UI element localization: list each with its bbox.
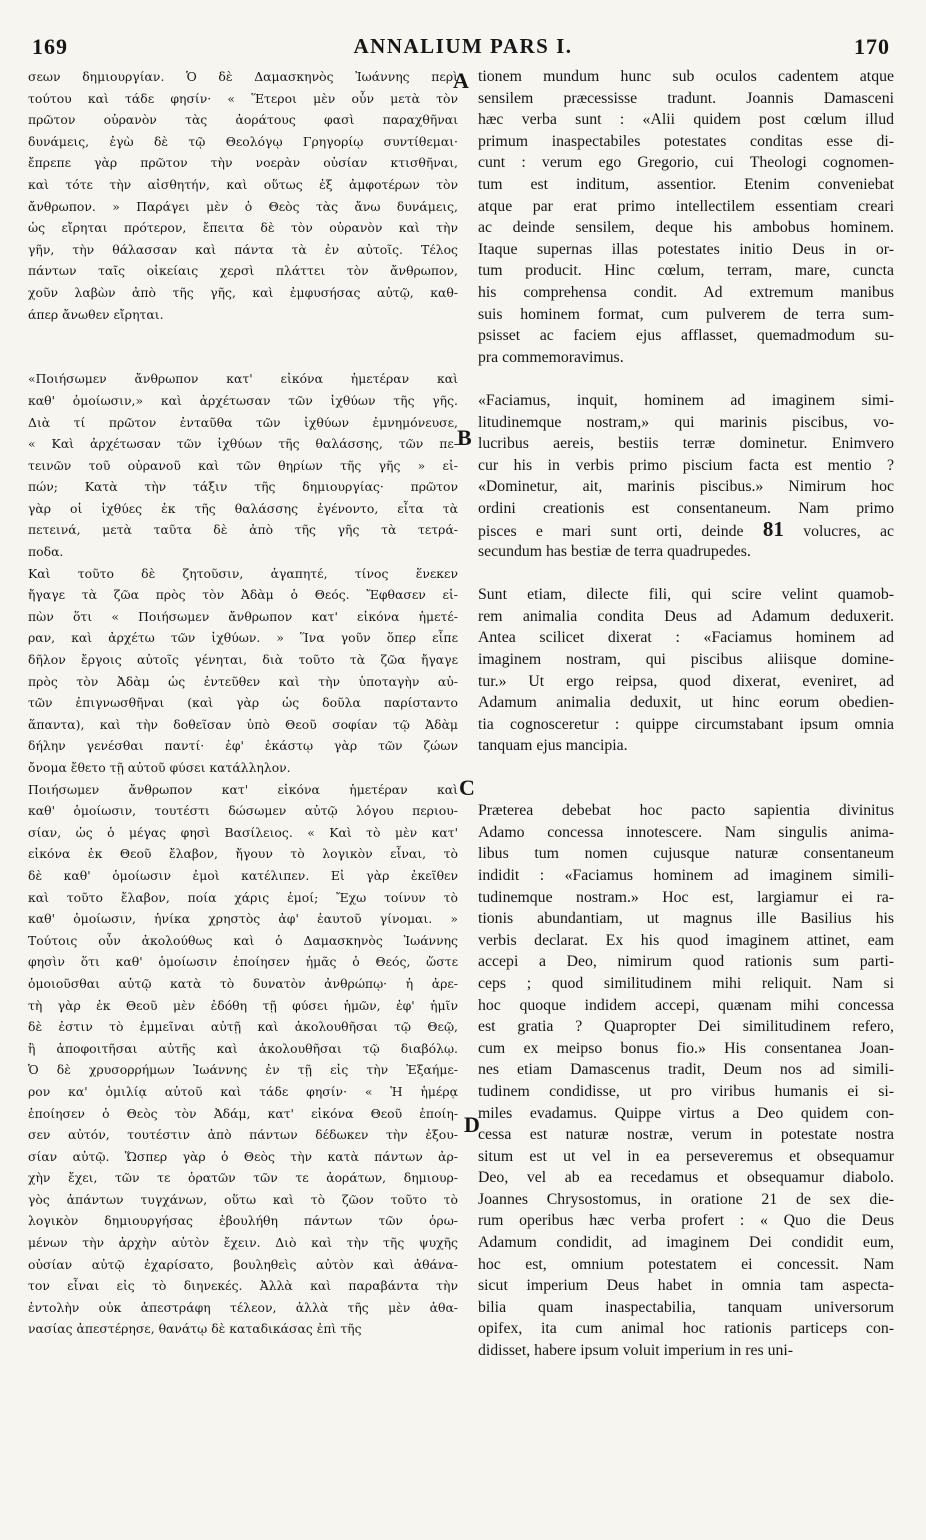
text-line: Deo, vel ab ea recedamus et obsequamur diabolo. xyxy=(478,1169,894,1187)
text-line: Adamum condidit, ad imaginem Dei condidit eum, xyxy=(478,1234,894,1252)
text-line: cessa est naturæ nostræ, verum in potestate nostra xyxy=(478,1126,894,1144)
inline-page-number: 81 xyxy=(762,519,784,542)
text-line: hæc verba sunt : «Alii quidem post cœlum illud xyxy=(478,111,894,129)
text-line: sicut imperium Deus habet in omnia tam aspecta- xyxy=(478,1277,894,1295)
text-line: ὁμοιοῦσθαι αὐτῷ κατὰ τὸ δυνατὸν ἀνθρώπῳ· ἡ ἀρε- xyxy=(28,975,458,991)
text-line: «Ποιήσωμεν ἄνθρωπον κατ' εἰκόνα ἡμετέραν καὶ xyxy=(28,371,458,387)
text-line: tanquam ejus mancipia. xyxy=(478,737,628,755)
paragraph-gap xyxy=(28,325,458,368)
text-line: καὶ τοῦτο ἔλαβον, ποία χάρις ἐμοί; Ἔχω τοίνυν τὸ xyxy=(28,889,458,905)
text-segment: volucres, ac xyxy=(803,523,894,541)
text-line: verbis declarat. Ex his quod imaginem attinet, eam xyxy=(478,931,894,949)
text-line: σίαν, ὡς ὁ μέγας φησὶ Βασίλειος. « Καὶ τὸ μὲν κατ' xyxy=(28,824,458,840)
text-line: est gratia ? Quapropter Dei similitudinem refero, xyxy=(478,1018,894,1036)
text-line: Διὰ τί πρῶτον ἐνταῦθα τῶν ἰχθύων ἐμνημόνευσε, xyxy=(28,414,458,430)
text-line: «Faciamus, inquit, hominem ad imaginem simi- xyxy=(478,391,894,409)
text-line: ἅπαντα), καὶ τὴν δοθεῖσαν ὑπὸ Θεοῦ σοφίαν τῷ Ἀδὰμ xyxy=(28,716,458,732)
text-line: δὲ ἐστιν τὸ ἐμμεῖναι αὐτῇ καὶ ἀκολουθῆσαι τῷ Θεῷ, xyxy=(28,1019,458,1035)
text-line: indidit : «Faciamus hominem ad imaginem simili- xyxy=(478,866,894,884)
text-line: bilia quam inaspectabilia, tanquam universorum xyxy=(478,1298,894,1316)
text-line: ἐποίησεν ὁ Θεὸς τὸν Ἀδάμ, κατ' εἰκόνα Θεοῦ ἐποίη- xyxy=(28,1105,458,1121)
text-line: rum operibus hæc verba profert : « Quo die Deus xyxy=(478,1212,894,1230)
text-line: πρῶτον οὐρανὸν τὰς ἀοράτους φασὶ παραχθῆναι xyxy=(28,112,458,128)
text-line: ἢ ἀποφοιτῆσαι αὐτῆς καὶ ἀκολουθῆσαι τῷ διαβόλῳ. xyxy=(28,1040,458,1056)
page-number-left: 169 xyxy=(32,34,68,59)
margin-marker-b: B xyxy=(457,425,472,450)
text-line: lucribus aereis, bestiis terræ dominetur. Enimvero xyxy=(478,435,894,453)
latin-paragraph-3 xyxy=(478,584,894,757)
text-line: καθ' ὁμοίωσιν, ἡνίκα χρηστὸς ἀφ' ἑαυτοῦ γίνομαι. » xyxy=(28,911,458,927)
text-line: σίαν αὐτῷ. Ὥσπερ γὰρ ὁ Θεὸς τὴν κατὰ πάντων ἀρ- xyxy=(28,1148,458,1164)
text-line: cunt : verum ego Gregorio, cui Theologi cognomen- xyxy=(478,154,894,172)
text-line: ἔπρεπε γὰρ πρῶτον τὴν νοερὰν οὐσίαν κτισθῆναι, xyxy=(28,155,458,171)
text-line: γῆν, τὴν θάλασσαν καὶ πάντα τὰ ἐν αὐτοῖς. Τέλος xyxy=(28,241,458,257)
text-line: Καὶ τοῦτο δὲ ζητοῦσιν, ἀγαπητέ, τίνος ἕνεκεν xyxy=(28,565,458,581)
text-line: καθ' ὁμοίωσιν, τουτέστι δώσωμεν αὐτῷ λόγου περιου- xyxy=(28,803,458,819)
text-segment: pisces e mari sunt orti, deinde xyxy=(478,523,744,541)
text-line: ὡς εἴρηται πρότερον, ἔπειτα δὲ τὸν οὐρανὸν καὶ τὴν xyxy=(28,220,458,236)
running-title: ANNALIUM PARS I. xyxy=(353,34,573,58)
text-line: tum est inditum, assentior. Etenim conveniebat xyxy=(478,175,894,193)
text-line: γὰρ οἱ ἰχθύες ἐκ τῆς θαλάσσης ἐγένοντο, εἶτα τὰ xyxy=(28,500,458,516)
text-line: καὶ τότε τὴν αἰσθητήν, καὶ οὕτως ἐξ ἀμφοτέρων τὸν xyxy=(28,176,458,192)
text-line: εἰκόνα ἐκ Θεοῦ ἔλαβον, ἤγουν τὸ λογικὸν εἶναι, τὸ xyxy=(28,846,458,862)
text-line: Antea scilicet dixerat : «Faciamus hominem ad xyxy=(478,629,894,647)
text-line: τῶν ἐπιγνωσθῆναι (καὶ γὰρ ὡς δοῦλα παρίσταντο xyxy=(28,695,458,711)
greek-paragraph-4 xyxy=(28,779,458,1340)
text-line: opifex, ita cum animal hoc rationis particeps con- xyxy=(478,1320,894,1338)
text-line: Sunt etiam, dilecte fili, qui scire velint quamob- xyxy=(478,586,894,604)
text-line: άπερ ἄνωθεν εἴρηται. xyxy=(28,306,164,322)
text-line: ἄνθρωπον. » Παράγει μὲν ὁ Θεὸς τὰς ἄνω δυνάμεις, xyxy=(28,198,458,214)
text-line: σεν αὐτόν, τουτέστιν ἀπὸ πάντων δέδωκεν τὴν ἐξου- xyxy=(28,1127,458,1143)
text-line: γὸς ἁπάντων τυγχάνων, οὕτω καὶ τὸ ζῶον τοῦτο τὸ xyxy=(28,1191,458,1207)
greek-paragraph-2 xyxy=(28,368,458,562)
margin-marker-a: A xyxy=(453,68,469,93)
greek-paragraph-3 xyxy=(28,563,458,779)
text-line: δὲ καθ' ὁμοίωσιν ἐμοὶ κατέλιπεν. Εἰ γὰρ ἐκεῖθεν xyxy=(28,867,458,883)
latin-column xyxy=(478,66,894,1362)
latin-paragraph-4 xyxy=(478,800,894,1361)
text-line: imaginem nostram, qui piscibus aliisque domine- xyxy=(478,651,894,669)
text-line: suis hominem format, cum pulverem de terra sum- xyxy=(478,305,894,323)
text-line: ordini creationis est consentaneum. Nam primo xyxy=(478,499,894,517)
text-line: Ὁ δὲ χρυσορρήμων Ἰωάννης ἐν τῇ εἰς τὴν Ἑξαήμε- xyxy=(28,1062,458,1078)
text-line: pra commemoravimus. xyxy=(478,348,624,366)
text-line: πάντων ταῖς οἰκείαις χερσὶ πλάττει τὸν ἄνθρωπον, xyxy=(28,263,458,279)
text-line: tudinem condidisse, ut pro viribus humanis ei si- xyxy=(478,1082,894,1100)
page-number-right: 170 xyxy=(854,34,890,59)
text-line: μένων τὴν ἀρχὴν αὐτὸν ἔχειν. Διὸ καὶ τὴν τῆς ψυχῆς xyxy=(28,1235,458,1251)
text-line: ceps ; quod similitudinem mihi reliquit. Nam si xyxy=(478,974,894,992)
text-line: secundum has bestiæ de terra quadrupedes. xyxy=(478,543,751,561)
text-line: psisset ac faciem ejus afflasset, quemadmodum su- xyxy=(478,327,894,345)
paragraph-gap xyxy=(478,368,894,390)
text-line: φησὶν ὅτι καθ' ὁμοίωσιν ἐποίησεν ἡμᾶς ὁ Θεός, ὥστε xyxy=(28,954,458,970)
text-line: rem animalia condita Deus ad Adamum deduxerit. xyxy=(478,607,894,625)
text-line: οὐσίαν αὐτῷ ἐχαρίσατο, βουληθεὶς αὐτὸν καὶ ἀθάνα- xyxy=(28,1256,458,1272)
text-line: Τούτοις οὖν ἀκολούθως καὶ ὁ Δαμασκηνὸς Ἰωάννης xyxy=(28,932,458,948)
latin-paragraph-1 xyxy=(478,66,894,368)
text-line: πετεινά, μετὰ ταῦτα δὲ ἀπὸ τῆς γῆς τὰ τετρά- xyxy=(28,522,458,538)
text-line: situm est ut vel in ea perseveremus et obsequamur xyxy=(478,1147,894,1165)
text-line: Adamo concessa innotescere. Nam singulis anima- xyxy=(478,823,894,841)
text-line: miles evadamus. Quippe virtus a Deo quidem con- xyxy=(478,1104,894,1122)
text-line: cur his in verbis primo piscium facta est mentio ? xyxy=(478,456,894,474)
text-line: accepi a Deo, nimirum quod rationis sum parti- xyxy=(478,953,894,971)
text-line: hoc est, omnium potestatem ei concessit. Nam xyxy=(478,1255,894,1273)
text-line: tionem mundum hunc sub oculos cadentem atque xyxy=(478,68,894,85)
greek-paragraph-1 xyxy=(28,66,458,325)
text-line: Ποιήσωμεν ἄνθρωπον κατ' εἰκόνα ἡμετέραν καὶ xyxy=(28,781,458,797)
text-line: sensilem præcessisse tradunt. Joannis Damasceni xyxy=(478,89,894,107)
text-line: Itaque supernas illas potestates initio Deus in or- xyxy=(478,240,894,258)
margin-marker-d: D xyxy=(464,1112,480,1137)
text-line: litudinemque nostram,» qui marinis piscibus, vo- xyxy=(478,413,894,431)
text-line: δυνάμεις, ἐγὼ δὲ τῷ Θεολόγῳ Γρηγορίῳ συντίθεμαι· xyxy=(28,133,458,149)
text-line: σεων δημιουργίαν. Ὁ δὲ Δαμασκηνὸς Ἰωάννης περὶ xyxy=(28,69,458,84)
paragraph-gap xyxy=(478,563,894,585)
text-line: πρὸς τὸν Ἀδὰμ ὡς ἐντεῦθεν καὶ τὴν ὑποταγὴν αὐ- xyxy=(28,673,458,689)
text-line: δήλην γενέσθαι παντί· ἐφ' ἑκάστῳ γὰρ τῶν ζώων xyxy=(28,738,458,754)
paragraph-gap xyxy=(478,757,894,800)
text-line: πών; Κατὰ τὴν τάξιν τῆς δημιουργίας· πρῶτον xyxy=(28,479,458,495)
text-line: χοῦν λαβὼν ἀπὸ τῆς γῆς, καὶ ἐμφυσήσας αὐτῷ, καθ- xyxy=(28,284,458,300)
text-line: ἤγαγε τὰ ζῶα πρὸς τὸν Ἀδὰμ ὁ Θεός. Ἔφθασεν εἰ- xyxy=(28,587,458,603)
text-line: ἐντολὴν οὐκ ἀπεστράφη τέλεον, ἀλλὰ τῆς μὲν ἀθα- xyxy=(28,1299,458,1315)
text-line: tum producit. Hinc cœlum, terram, mare, cuncta xyxy=(478,262,894,280)
text-line: ρον κα' ὁμιλίᾳ αὐτοῦ καὶ τάδε φησίν· « Ἡ ἡμέρᾳ xyxy=(28,1083,458,1099)
text-line: τὴ γὰρ ἐκ Θεοῦ μὲν ἐδόθη τῇ φύσει ἡμῶν, ἐφ' ἡμῖν xyxy=(28,997,458,1013)
text-line: tudinemque nostram.» Hoc est, largiamur ei ra- xyxy=(478,888,894,906)
text-line: πὼν ὅτι « Ποιήσωμεν ἄνθρωπον κατ' εἰκόνα ἡμετέ- xyxy=(28,608,458,624)
text-line: Adamum animalia deduxit, ut hinc eorum obedien- xyxy=(478,694,894,712)
text-line: δῆλον ἔργοις αὐτοῖς γένηται, διὰ τοῦτο τὰ ζῶα ἤγαγε xyxy=(28,652,458,668)
text-line: hoc quoque indidem accepi, quænam mihi concessa xyxy=(478,996,894,1014)
page-header xyxy=(30,34,896,60)
text-line: «Dominetur, ait, marinis piscibus.» Nimirum hoc xyxy=(478,478,894,496)
text-line: τούτου καὶ τάδε φησίν· « Ἕτεροι μὲν οὖν μετὰ τὸν xyxy=(28,90,458,106)
text-line: his comprehensa condit. Ad extremum manibus xyxy=(478,283,894,301)
text-line: χὴν ἔχει, τῶν τε ὁρατῶν τῶν τε ἀοράτων, δημιουρ- xyxy=(28,1170,458,1186)
text-line: nes etiam Damascenus tradit, Deum nos ad simili- xyxy=(478,1061,894,1079)
text-line: « Καὶ ἀρχέτωσαν τῶν ἰχθύων τῆς θαλάσσης, τῶν πε- xyxy=(28,436,458,452)
latin-paragraph-2 xyxy=(478,390,894,563)
text-line: Præterea debebat hoc pacto sapientia divinitus xyxy=(478,802,894,820)
text-line: τεινῶν τοῦ οὐρανοῦ καὶ τῶν θηρίων τῆς γῆς » εἰ- xyxy=(28,457,458,473)
text-line xyxy=(478,519,894,541)
text-line: libus tum nomen cujusque naturæ consentaneum xyxy=(478,845,894,863)
text-line: Joannes Chrysostomus, in oratione 21 de sex die- xyxy=(478,1190,894,1208)
text-line: atque par erat primo intellectilem essentiam creari xyxy=(478,197,894,215)
text-line: ραν, καὶ ἀρχέτω τῶν ἰχθύων. » Ἵνα γοῦν ὅπερ εἶπε xyxy=(28,630,458,646)
text-line: tionis abundantiam, ut magnus ille Basilius his xyxy=(478,910,894,928)
text-line: ac deinde sensilem, deque his ambobus hominem. xyxy=(478,219,894,237)
text-line: τον εἶναι εἰς τὸ διηνεκές. Ἀλλὰ καὶ παραβάντα τὴν xyxy=(28,1278,458,1294)
text-line: ὄνομα ἔθετο τῇ αὐτοῦ φύσει κατάλληλον. xyxy=(28,760,291,775)
greek-column xyxy=(28,66,458,1340)
text-line: tia cognosceretur : quippe circumstabant ipsum omnia xyxy=(478,715,894,733)
text-line: καθ' ὁμοίωσιν,» καὶ ἀρχέτωσαν τῶν ἰχθύων τῆς γῆς. xyxy=(28,392,458,408)
text-line: λογικὸν δημιουργήσας ἐβουλήθη πάντων τῶν ὁρω- xyxy=(28,1213,458,1229)
margin-marker-c: C xyxy=(459,775,475,800)
text-line: cum ex meipso bonus fio.» His consentanea Joan- xyxy=(478,1039,894,1057)
text-line: ποδα. xyxy=(28,544,64,560)
text-line: νασίας ἀπεστέρησε, θανάτῳ δὲ καταδικάσας ἐπὶ τῆς xyxy=(28,1321,362,1337)
text-line: tur.» Ut ergo reipsa, quod dixerat, eveniret, ad xyxy=(478,672,894,690)
text-line: primum inaspectabiles potestates conditas esse di- xyxy=(478,132,894,150)
text-line: didisset, habere ipsum voluit imperium in res uni- xyxy=(478,1342,794,1360)
